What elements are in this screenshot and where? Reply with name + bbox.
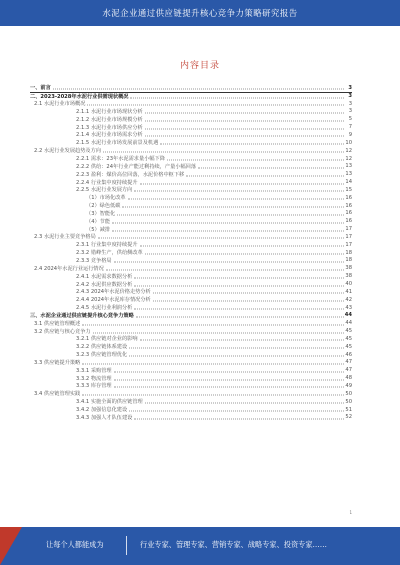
- toc-entry-label: 3.3.1 采购管理: [30, 367, 113, 374]
- toc-entry-label: 2.1.4 水泥行业市场需求分析: [30, 131, 144, 138]
- report-title: 水泥企业通过供应链提升核心竞争力策略研究报告: [102, 8, 298, 18]
- footer-divider: [126, 536, 127, 555]
- toc-entry-page: 3: [348, 93, 352, 100]
- toc-leader-dots: [186, 175, 344, 176]
- toc-entry-page: 17: [345, 241, 352, 248]
- toc-leader-dots: [114, 379, 344, 380]
- toc-leader-dots: [145, 403, 344, 404]
- toc-leader-dots: [130, 97, 344, 98]
- toc-entry[interactable]: [30, 319, 352, 327]
- toc-leader-dots: [145, 128, 344, 129]
- toc-leader-dots: [134, 277, 344, 278]
- toc-entry-page: 16: [345, 218, 352, 225]
- toc-entry-label: 2.2.2 供给：24年行业产能过剩持续，产量小幅回落: [30, 163, 197, 170]
- toc-leader-dots: [145, 136, 344, 137]
- toc-entry[interactable]: [30, 390, 352, 398]
- toc-entry-page: 16: [345, 202, 352, 209]
- toc-entry[interactable]: [30, 131, 352, 139]
- toc-leader-dots: [112, 222, 344, 223]
- toc-entry-page: 43: [345, 304, 352, 311]
- toc-entry[interactable]: [30, 366, 352, 374]
- toc-entry-page: 50: [345, 390, 352, 397]
- toc-entry-label: 2.1.1 水泥行业市场现状分析: [30, 108, 144, 115]
- toc-entry[interactable]: [30, 398, 352, 406]
- toc-entry[interactable]: [30, 139, 352, 147]
- toc-entry[interactable]: [30, 304, 352, 312]
- toc-entry-page: 17: [345, 233, 352, 240]
- footer-corner-accent: [0, 527, 22, 565]
- toc-leader-dots: [136, 316, 344, 317]
- toc-entry-label: 3.2 供应链与核心竞争力: [30, 328, 92, 335]
- toc-entry-label: （2）绿色低碳: [30, 202, 121, 209]
- toc-entry[interactable]: [30, 210, 352, 218]
- toc-entry-page: 3: [348, 84, 352, 91]
- footer-tagline: 行业专家、管理专家、营销专家、战略专家、投资专家……: [140, 540, 327, 549]
- toc-entry-page: 41: [345, 288, 352, 295]
- toc-leader-dots: [145, 120, 344, 121]
- toc-entry[interactable]: [30, 217, 352, 225]
- toc-entry-page: 42: [345, 296, 352, 303]
- toc-entry-label: 2.4.5 水泥行业利润分析: [30, 304, 133, 311]
- toc-entry[interactable]: [30, 335, 352, 343]
- toc-leader-dots: [53, 89, 344, 90]
- toc-entry-label: 3.2.3 供应链管理优化: [30, 351, 128, 358]
- toc-entry-page: 10: [345, 139, 352, 146]
- toc-leader-dots: [128, 199, 344, 200]
- toc-entry[interactable]: [30, 374, 352, 382]
- toc-entry[interactable]: [30, 264, 352, 272]
- toc-entry[interactable]: [30, 359, 352, 367]
- toc-entry-label: 3.3.2 物流管理: [30, 375, 113, 382]
- toc-entry-page: 3: [348, 108, 352, 115]
- toc-entry[interactable]: [30, 343, 352, 351]
- toc-entry-label: 二、2023-2028年水泥行业供需现状概况: [30, 93, 129, 100]
- toc-entry-page: 45: [345, 335, 352, 342]
- toc-entry-label: 2.4.3 2024年水泥价格走势分析: [30, 288, 152, 295]
- footer-slogan: 让每个人都能成为: [46, 540, 104, 549]
- toc-entry-page: 13: [345, 163, 352, 170]
- toc-entry-label: 3.1 供应链管理概述: [30, 320, 81, 327]
- toc-leader-dots: [122, 207, 344, 208]
- toc-entry-label: 2.2 水泥行业发展趋势及方向: [30, 147, 102, 154]
- toc-leader-dots: [106, 269, 344, 270]
- toc-entry-page: 12: [345, 155, 352, 162]
- toc-entry-page: 14: [345, 179, 352, 186]
- toc-entry-label: （5）减排: [30, 226, 111, 233]
- toc-entry-label: 2.3 水泥行业主要竞争格局: [30, 233, 97, 240]
- toc-entry-label: 2.4.2 水泥供应数据分析: [30, 281, 133, 288]
- toc-entry-label: 2.1.2 水泥行业市场规模分析: [30, 116, 144, 123]
- toc-leader-dots: [114, 371, 344, 372]
- toc-leader-dots: [134, 285, 344, 286]
- toc-leader-dots: [134, 309, 344, 310]
- toc-entry-label: 2.2.5 水泥行业发展方向: [30, 186, 133, 193]
- toc-entry[interactable]: [30, 108, 352, 116]
- toc-entry[interactable]: [30, 406, 352, 414]
- toc-entry-page: 16: [345, 210, 352, 217]
- toc-entry-page: 45: [345, 343, 352, 350]
- toc-entry-page: 16: [345, 194, 352, 201]
- toc-leader-dots: [134, 418, 344, 419]
- toc-entry-page: 18: [345, 257, 352, 264]
- toc-entry-page: 15: [345, 186, 352, 193]
- toc-entry[interactable]: [30, 147, 352, 155]
- toc-entry-label: 2.4 2024年水泥行业运行情况: [30, 265, 105, 272]
- toc-entry[interactable]: [30, 288, 352, 296]
- toc-entry-page: 50: [345, 398, 352, 405]
- toc-leader-dots: [129, 356, 344, 357]
- toc-entry-page: 9: [348, 131, 352, 138]
- toc-entry-label: 2.4.1 水泥需求数据分析: [30, 273, 133, 280]
- toc-entry-label: 三、水泥企业通过供应链提升核心竞争力策略: [30, 312, 134, 319]
- toc-entry-page: 45: [345, 328, 352, 335]
- toc-leader-dots: [82, 324, 344, 325]
- toc-entry[interactable]: [30, 257, 352, 265]
- toc-entry-label: 3.2.2 供应链体系建设: [30, 343, 128, 350]
- toc-entry-page: 5: [348, 116, 352, 123]
- toc-entry-label: （1）市场化改革: [30, 194, 127, 201]
- toc-entry-label: 3.3 供应链提升策略: [30, 359, 81, 366]
- toc-entry-page: 7: [348, 124, 352, 131]
- toc-entry-label: 2.4.4 2024年水泥库存情况分析: [30, 296, 152, 303]
- toc-entry-label: 3.3.3 库存管理: [30, 382, 113, 389]
- toc-leader-dots: [112, 230, 344, 231]
- toc-entry[interactable]: [30, 327, 352, 335]
- toc-leader-dots: [160, 144, 344, 145]
- toc-entry[interactable]: [30, 382, 352, 390]
- toc-entry-page: 51: [345, 406, 352, 413]
- toc-entry[interactable]: [30, 413, 352, 421]
- toc-entry-label: 2.2.3 盈利：煤价高位回落，水泥价格中枢下移: [30, 171, 185, 178]
- toc-entry[interactable]: [30, 115, 352, 123]
- toc-entry-page: 38: [345, 265, 352, 272]
- toc-title: 内容目录: [179, 61, 220, 71]
- toc-entry-label: 2.3.3 竞争格局: [30, 257, 113, 264]
- toc-entry[interactable]: [30, 155, 352, 163]
- toc-leader-dots: [103, 152, 344, 153]
- toc-entry-page: 40: [345, 281, 352, 288]
- toc-entry[interactable]: [30, 233, 352, 241]
- toc-entry-label: 3.4.1 实施全面的供应链管理: [30, 398, 144, 405]
- toc-entry-label: 2.2.1 需求：23年水泥需求量小幅下降: [30, 155, 166, 162]
- toc-leader-dots: [153, 293, 344, 294]
- toc-entry[interactable]: [30, 123, 352, 131]
- toc-entry-label: 3.4.3 加强人才队伍建设: [30, 414, 133, 421]
- toc-entry[interactable]: [30, 249, 352, 257]
- page-footer: [0, 527, 400, 565]
- toc-entry[interactable]: [30, 186, 352, 194]
- toc-entry-label: （3）智能化: [30, 210, 116, 217]
- toc-leader-dots: [117, 214, 344, 215]
- toc-leader-dots: [129, 411, 344, 412]
- toc-entry-page: 18: [345, 249, 352, 256]
- toc-entry-label: 2.1 水泥行业市场概况: [30, 100, 86, 107]
- table-of-contents: [30, 84, 352, 421]
- toc-entry[interactable]: [30, 351, 352, 359]
- toc-entry-page: 52: [345, 414, 352, 421]
- toc-entry-label: 一、前言: [30, 85, 51, 92]
- toc-leader-dots: [167, 160, 344, 161]
- toc-entry-page: 49: [345, 382, 352, 389]
- toc-entry[interactable]: [30, 280, 352, 288]
- toc-entry-label: 3.4.2 加强信息化建设: [30, 406, 128, 413]
- toc-leader-dots: [140, 340, 344, 341]
- toc-leader-dots: [114, 387, 344, 388]
- toc-entry-label: 2.1.3 水泥行业市场供应分析: [30, 124, 144, 131]
- toc-leader-dots: [93, 332, 344, 333]
- toc-leader-dots: [82, 363, 344, 364]
- toc-entry[interactable]: [30, 225, 352, 233]
- toc-leader-dots: [140, 246, 344, 247]
- toc-entry-page: 47: [345, 359, 352, 366]
- toc-leader-dots: [198, 167, 344, 168]
- toc-entry-label: 2.3.1 行业集中度持续提升: [30, 241, 139, 248]
- toc-entry[interactable]: [30, 170, 352, 178]
- toc-entry-page: 17: [345, 226, 352, 233]
- toc-entry[interactable]: [30, 92, 352, 100]
- toc-entry-page: 47: [345, 367, 352, 374]
- toc-entry-label: 2.2.4 行业集中度持续提升: [30, 179, 139, 186]
- toc-leader-dots: [145, 254, 344, 255]
- toc-entry[interactable]: [30, 194, 352, 202]
- toc-entry[interactable]: [30, 162, 352, 170]
- toc-entry-page: 46: [345, 351, 352, 358]
- toc-entry-page: 3: [348, 100, 352, 107]
- toc-entry-label: 2.3.2 错峰生产，供给侧改革: [30, 249, 144, 256]
- toc-entry-label: 3.2.1 供应链对企业的影响: [30, 335, 139, 342]
- page-header: [0, 0, 400, 26]
- toc-entry[interactable]: [30, 296, 352, 304]
- toc-entry-page: 48: [345, 375, 352, 382]
- toc-entry[interactable]: [30, 272, 352, 280]
- toc-entry-label: 2.1.5 水泥行业市场发展前景及机遇: [30, 139, 159, 146]
- toc-entry[interactable]: [30, 241, 352, 249]
- toc-leader-dots: [82, 395, 344, 396]
- toc-leader-dots: [114, 261, 344, 262]
- toc-entry-page: 44: [344, 312, 352, 319]
- toc-entry[interactable]: [30, 178, 352, 186]
- toc-entry-label: 3.4 供应链管理实践: [30, 390, 81, 397]
- toc-leader-dots: [153, 301, 344, 302]
- toc-entry-page: 44: [345, 320, 352, 327]
- toc-entry-page: 38: [345, 273, 352, 280]
- toc-entry[interactable]: [30, 84, 352, 92]
- page-number: 1: [349, 510, 352, 515]
- toc-entry[interactable]: [30, 311, 352, 319]
- toc-leader-dots: [140, 183, 344, 184]
- toc-leader-dots: [145, 112, 344, 113]
- toc-leader-dots: [98, 238, 344, 239]
- toc-entry[interactable]: [30, 100, 352, 108]
- toc-entry-page: 13: [345, 171, 352, 178]
- toc-leader-dots: [134, 191, 344, 192]
- toc-leader-dots: [129, 348, 344, 349]
- toc-leader-dots: [87, 105, 344, 106]
- toc-entry-label: （4）节能: [30, 218, 111, 225]
- toc-entry[interactable]: [30, 202, 352, 210]
- toc-entry-page: 12: [345, 147, 352, 154]
